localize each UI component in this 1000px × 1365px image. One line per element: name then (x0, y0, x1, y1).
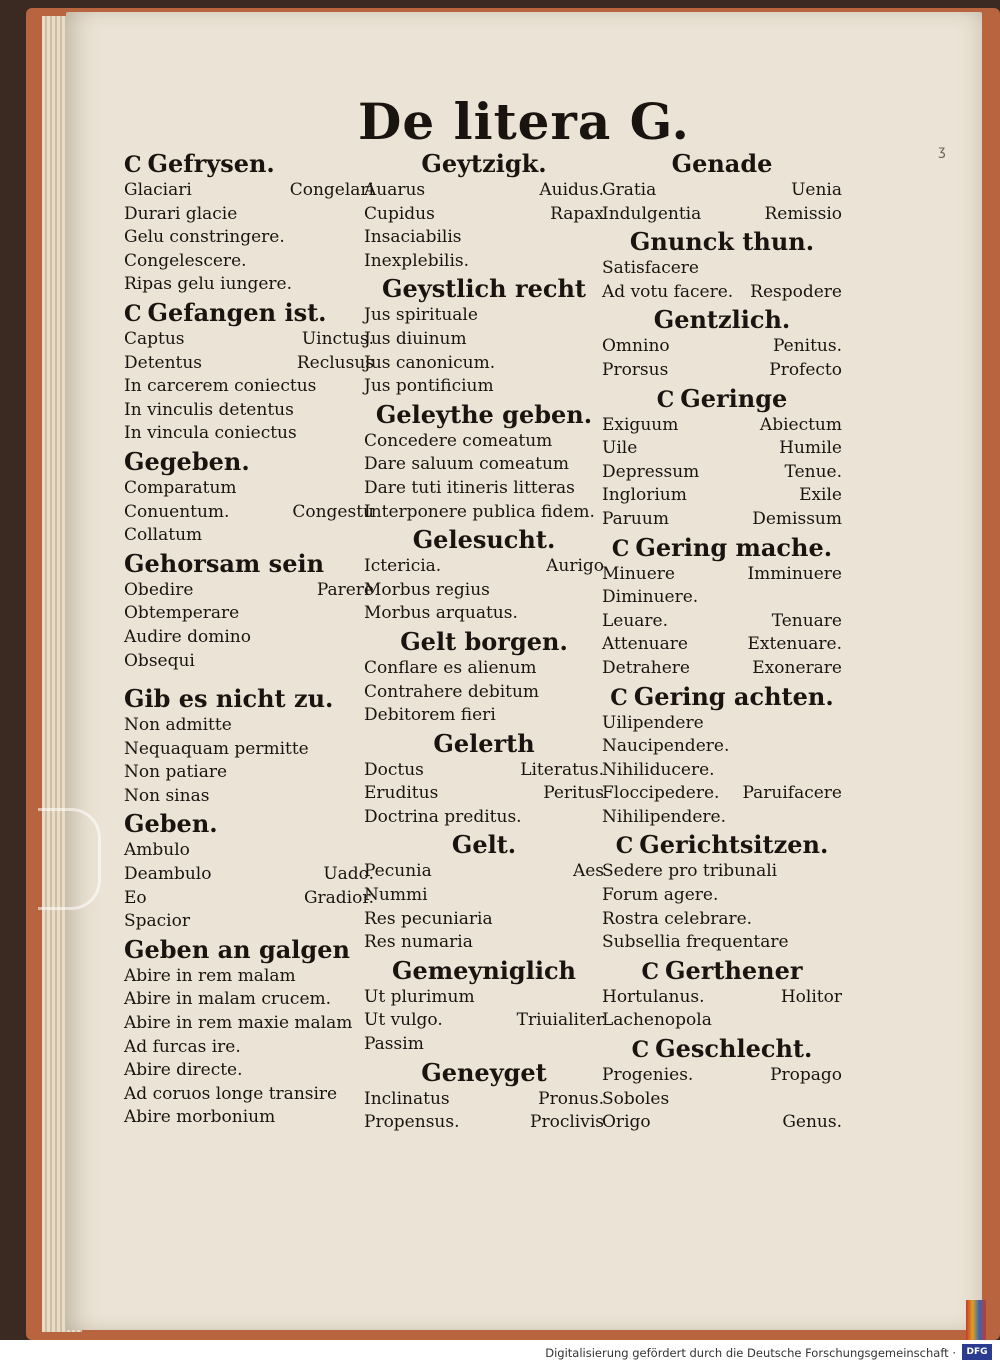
heading-text: Gerthener (664, 955, 803, 985)
synonym-row (364, 328, 604, 352)
latin-term: Uile (602, 438, 638, 459)
section-gap (124, 673, 374, 683)
entry-heading (124, 934, 374, 965)
latin-term: Literatus. (520, 759, 604, 780)
synonym-row (602, 806, 842, 830)
heading-text: Geytzigk. (421, 149, 547, 178)
heading-text: Gemeyniglich (391, 955, 577, 985)
latin-term: Eruditus (364, 783, 439, 804)
synonym-row (124, 863, 374, 887)
page-mark: ʒ (938, 144, 946, 159)
entry-heading (602, 955, 842, 986)
synonym-row (364, 1009, 604, 1033)
latin-term: Minuere (602, 563, 675, 584)
synonym-row (364, 704, 604, 728)
paragraph-mark: C (615, 833, 634, 860)
latin-term: Ad votu facere. (602, 281, 734, 302)
entry-heading (602, 532, 842, 563)
heading-text: Gentzlich. (653, 305, 791, 335)
heading-text: Geben. (124, 809, 218, 839)
latin-term: Jus diuinum (364, 328, 467, 349)
latin-term: Inglorium (602, 485, 687, 506)
entry-heading (602, 829, 842, 860)
synonym-row (602, 1088, 842, 1112)
latin-term: Remissio (764, 203, 842, 224)
latin-term: Indulgentia (602, 203, 702, 224)
heading-text: Gnunck thun. (629, 227, 815, 257)
synonym-row (124, 761, 374, 785)
entry-heading (602, 148, 842, 179)
latin-term: Ad coruos longe transire (124, 1083, 338, 1104)
heading-text: Geschlecht. (655, 1034, 813, 1064)
synonym-row (124, 910, 374, 934)
entry-heading (602, 681, 842, 712)
latin-term: Uenia (791, 180, 842, 200)
synonym-row (364, 884, 604, 908)
heading-text: Geleythe geben. (375, 399, 593, 429)
synonym-row (364, 501, 604, 525)
entry-heading (364, 148, 604, 179)
synonym-row (602, 986, 842, 1010)
synonym-row (124, 399, 374, 423)
latin-term: Detentus (124, 352, 203, 373)
latin-term: Exile (799, 485, 842, 506)
latin-term: Origo (602, 1112, 651, 1133)
synonym-row (124, 524, 374, 548)
synonym-row (602, 359, 842, 383)
synonym-row (364, 931, 604, 955)
latin-term: Exiguum (602, 414, 679, 435)
synonym-row (364, 860, 604, 884)
latin-term: Pronus. (538, 1088, 604, 1109)
synonym-row (124, 650, 374, 674)
synonym-row (124, 1106, 374, 1130)
heading-text: Genade (671, 149, 773, 178)
synonym-row (124, 203, 374, 227)
synonym-row (602, 281, 842, 305)
latin-term: Jus canonicum. (364, 352, 496, 373)
synonym-row (124, 714, 374, 738)
synonym-row (364, 453, 604, 477)
latin-term: Uado. (323, 864, 374, 885)
latin-term: Spacior (124, 911, 190, 932)
latin-term: Non patiare (124, 762, 228, 783)
synonym-row (364, 304, 604, 328)
heading-text: Gegeben. (124, 446, 250, 476)
synonym-row (364, 250, 604, 274)
synonym-row (364, 681, 604, 705)
latin-term: Genus. (782, 1112, 842, 1133)
heading-text: Gering mache. (635, 532, 833, 562)
heading-text: Gelerth (433, 728, 535, 758)
entry-heading (364, 626, 604, 657)
latin-term: Forum agere. (602, 885, 719, 906)
synonym-row (124, 602, 374, 626)
latin-term: Comparatum (124, 477, 237, 498)
synonym-row (602, 586, 842, 610)
latin-term: Extenuare. (747, 634, 842, 655)
entry-heading (364, 829, 604, 860)
latin-term: Soboles (602, 1088, 670, 1109)
latin-term: Audire domino (124, 626, 251, 647)
latin-term: Debitorem fieri (364, 705, 496, 726)
latin-term: Inexplebilis. (364, 250, 470, 271)
synonym-row (364, 806, 604, 830)
latin-term: Aes (572, 861, 604, 882)
latin-term: Ripas gelu iungere. (124, 274, 292, 295)
synonym-row (124, 328, 374, 352)
entry-heading (124, 548, 374, 579)
entry-heading (602, 1033, 842, 1064)
latin-term: Floccipedere. (602, 783, 720, 804)
latin-term: Collatum (124, 525, 203, 546)
latin-term: Depressum (602, 461, 700, 482)
synonym-row (124, 1012, 374, 1036)
synonym-row (602, 437, 842, 461)
latin-term: Congestu (292, 501, 374, 522)
latin-term: Profecto (769, 359, 842, 380)
heading-text: Geneyget (421, 1057, 547, 1087)
paragraph-mark: C (656, 386, 675, 413)
synonym-row (602, 414, 842, 438)
latin-term: Sedere pro tribunali (602, 861, 778, 882)
synonym-row (602, 782, 842, 806)
synonym-row (364, 782, 604, 806)
synonym-row (602, 860, 842, 884)
latin-term: Parere (316, 579, 374, 600)
latin-term: Hortulanus. (602, 986, 705, 1007)
latin-term: Omnino (602, 336, 670, 357)
synonym-row (602, 1064, 842, 1088)
latin-term: Paruifacere (742, 783, 842, 804)
latin-term: Morbus regius (364, 579, 490, 600)
latin-term: In vincula coniectus (124, 423, 297, 444)
heading-text: Gering achten. (633, 681, 834, 711)
synonym-row (364, 179, 604, 203)
latin-term: Congelari (289, 180, 374, 200)
synonym-row (124, 179, 374, 203)
entry-heading (124, 148, 374, 179)
latin-term: Tenue. (784, 461, 842, 482)
latin-term: Interponere publica fidem. (364, 501, 595, 522)
latin-term: Obsequi (124, 650, 195, 671)
column-right (602, 148, 842, 1135)
column-middle (364, 148, 604, 1135)
synonym-row (364, 759, 604, 783)
latin-term: Ambulo (124, 840, 190, 861)
latin-term: Jus spirituale (364, 305, 478, 326)
synonym-row (124, 1036, 374, 1060)
latin-term: Conuentum. (124, 501, 230, 522)
synonym-row (602, 1009, 842, 1033)
synonym-row (124, 988, 374, 1012)
latin-term: Non admitte (124, 715, 232, 736)
latin-term: Deambulo (124, 864, 212, 885)
latin-term: Ictericia. (364, 556, 442, 577)
latin-term: Gradior. (303, 887, 374, 908)
latin-term: Abire in rem maxie malam (124, 1013, 353, 1034)
synonym-row (364, 555, 604, 579)
latin-term: Penitus. (772, 336, 842, 357)
entry-heading (124, 297, 374, 328)
heading-text: Gelt borgen. (400, 626, 568, 656)
synonym-row (602, 203, 842, 227)
latin-term: Inclinatus (364, 1088, 450, 1109)
paragraph-mark: C (124, 300, 142, 327)
latin-term: In vinculis detentus (124, 399, 294, 420)
latin-term: Propensus. (364, 1112, 460, 1133)
latin-term: Jus pontificium (364, 376, 494, 397)
latin-term: Auidus. (539, 180, 604, 200)
synonym-row (124, 738, 374, 762)
latin-term: Morbus arquatus. (364, 603, 518, 624)
synonym-row (364, 352, 604, 376)
latin-term: Abire morbonium (124, 1107, 276, 1128)
latin-term: Gratia (602, 180, 657, 200)
synonym-row (602, 335, 842, 359)
latin-term: Imminuere (747, 563, 842, 584)
latin-term: Captus (124, 328, 185, 349)
synonym-row (364, 986, 604, 1010)
synonym-row (602, 657, 842, 681)
latin-term: Tenuare (771, 610, 842, 631)
synonym-row (124, 501, 374, 525)
latin-term: Peritus (543, 783, 604, 804)
synonym-row (364, 579, 604, 603)
latin-term: Obtemperare (124, 603, 240, 624)
synonym-row (124, 273, 374, 297)
latin-term: Abire directe. (124, 1060, 243, 1081)
synonym-row (124, 422, 374, 446)
latin-term: Res numaria (364, 932, 473, 953)
latin-term: Eo (124, 887, 147, 908)
synonym-row (364, 602, 604, 626)
latin-term: Triuialiter (516, 1010, 604, 1031)
synonym-row (124, 626, 374, 650)
latin-term: Auarus (364, 180, 426, 200)
latin-term: Congelescere. (124, 250, 247, 271)
latin-term: Pecunia (364, 861, 432, 882)
entry-heading (364, 955, 604, 986)
latin-term: Ut vulgo. (364, 1010, 443, 1031)
latin-term: Insaciabilis (364, 227, 462, 248)
latin-term: Obedire (124, 579, 194, 600)
latin-term: Respodere (750, 281, 842, 302)
synonym-row (124, 579, 374, 603)
latin-term: Aurigo (546, 556, 604, 577)
latin-term: Doctrina preditus. (364, 806, 522, 827)
latin-term: Progenies. (602, 1065, 694, 1086)
latin-term: Cupidus (364, 203, 435, 224)
synonym-row (124, 1059, 374, 1083)
synonym-row (602, 179, 842, 203)
synonym-row (124, 839, 374, 863)
latin-term: Contrahere debitum (364, 681, 540, 702)
paragraph-mark: C (611, 535, 630, 562)
synonym-row (364, 203, 604, 227)
synonym-row (364, 657, 604, 681)
paragraph-mark: C (641, 958, 659, 985)
synonym-row (364, 1088, 604, 1112)
synonym-row (602, 508, 842, 532)
heading-text: Geben an galgen (124, 934, 350, 964)
latin-term: Durari glacie (124, 203, 238, 224)
entry-heading (364, 399, 604, 430)
latin-term: Propago (770, 1065, 842, 1086)
latin-term: Concedere comeatum (364, 430, 553, 451)
latin-term: Nequaquam permitte (124, 738, 309, 759)
synonym-row (602, 633, 842, 657)
latin-term: Subsellia frequentare (602, 932, 789, 953)
clip-icon (38, 808, 101, 910)
entry-heading (364, 728, 604, 759)
latin-term: Ut plurimum (364, 986, 475, 1007)
heading-text: Gehorsam sein (124, 548, 325, 578)
latin-term: Gelu constringere. (124, 227, 285, 248)
latin-term: Holitor (780, 986, 842, 1007)
synonym-row (124, 375, 374, 399)
synonym-row (364, 430, 604, 454)
latin-term: Rostra celebrare. (602, 908, 753, 929)
latin-term: Doctus (364, 759, 424, 780)
latin-term: Abire in rem malam (124, 965, 296, 986)
latin-term: Non sinas (124, 785, 210, 806)
synonym-row (124, 1083, 374, 1107)
entry-heading (364, 273, 604, 304)
synonym-row (602, 610, 842, 634)
latin-term: Diminuere. (602, 587, 699, 608)
synonym-row (602, 461, 842, 485)
heading-text: Gefangen ist. (147, 297, 327, 327)
latin-term: Glaciari (124, 180, 192, 200)
latin-term: Demissum (752, 508, 842, 529)
latin-term: Exonerare (752, 657, 842, 678)
synonym-row (602, 931, 842, 955)
latin-term: Paruum (602, 508, 669, 529)
synonym-row (602, 563, 842, 587)
latin-term: Reclusus (296, 352, 374, 373)
synonym-row (124, 250, 374, 274)
synonym-row (124, 226, 374, 250)
latin-term: In carcerem coniectus (124, 376, 317, 397)
entry-heading (124, 683, 374, 714)
synonym-row (364, 1111, 604, 1135)
synonym-row (602, 735, 842, 759)
synonym-row (364, 375, 604, 399)
latin-term: Detrahere (602, 657, 690, 678)
footer-credit: Digitalisierung gefördert durch die Deutsche Forschungsgemeinschaft · (545, 1346, 956, 1360)
paragraph-mark: C (610, 684, 628, 711)
entry-heading (602, 383, 842, 414)
synonym-row (124, 965, 374, 989)
dfg-logo: DFG (962, 1344, 992, 1360)
synonym-row (364, 226, 604, 250)
synonym-row (602, 257, 842, 281)
latin-term: Leuare. (602, 610, 669, 631)
synonym-row (124, 785, 374, 809)
synonym-row (364, 908, 604, 932)
latin-term: Attenuare (602, 634, 688, 655)
synonym-row (124, 352, 374, 376)
latin-term: Conflare es alienum (364, 657, 537, 678)
synonym-row (124, 887, 374, 911)
latin-term: Nihiliducere. (602, 759, 715, 780)
synonym-row (602, 759, 842, 783)
entry-heading (124, 446, 374, 477)
synonym-row (602, 1111, 842, 1135)
paragraph-mark: C (631, 1037, 650, 1064)
heading-text: Geystlich recht (381, 274, 587, 304)
latin-term: Dare tuti itineris litteras (364, 477, 575, 498)
latin-term: Humile (779, 438, 842, 459)
heading-text: Gelt. (451, 830, 517, 860)
synonym-row (364, 477, 604, 501)
latin-term: Passim (364, 1034, 424, 1055)
heading-text: Gelesucht. (412, 525, 556, 555)
synonym-row (602, 712, 842, 736)
synonym-row (602, 908, 842, 932)
synonym-row (124, 477, 374, 501)
column-left (124, 148, 374, 1130)
latin-term: Naucipendere. (602, 736, 730, 757)
latin-term: Abiectum (759, 414, 842, 435)
latin-term: Ad furcas ire. (124, 1036, 241, 1057)
page-title: De litera G. (358, 92, 690, 151)
heading-text: Gerichtsitzen. (639, 830, 829, 860)
latin-term: Lachenopola (602, 1010, 712, 1031)
latin-term: Dare saluum comeatum (364, 454, 570, 475)
latin-term: Nihilipendere. (602, 806, 726, 827)
synonym-row (364, 1033, 604, 1057)
synonym-row (602, 884, 842, 908)
latin-term: Proclivis (530, 1112, 604, 1133)
latin-term: Uilipendere (602, 712, 704, 733)
paragraph-mark: C (124, 152, 142, 178)
heading-text: Gefrysen. (147, 149, 275, 178)
heading-text: Geringe (680, 383, 788, 413)
entry-heading (364, 524, 604, 555)
footer-bar (0, 1340, 1000, 1365)
bookmark-ribbon (966, 1300, 986, 1340)
entry-heading (124, 808, 374, 839)
latin-term: Nummi (364, 885, 428, 906)
synonym-row (602, 484, 842, 508)
heading-text: Gib es nicht zu. (124, 684, 334, 714)
latin-term: Satisfacere (602, 258, 699, 279)
latin-term: Rapax (550, 203, 604, 224)
latin-term: Prorsus (602, 359, 669, 380)
entry-heading (364, 1057, 604, 1088)
entry-heading (602, 226, 842, 257)
entry-heading (602, 304, 842, 335)
latin-term: Uinctus. (301, 328, 374, 349)
latin-term: Res pecuniaria (364, 908, 493, 929)
latin-term: Abire in malam crucem. (124, 989, 332, 1010)
